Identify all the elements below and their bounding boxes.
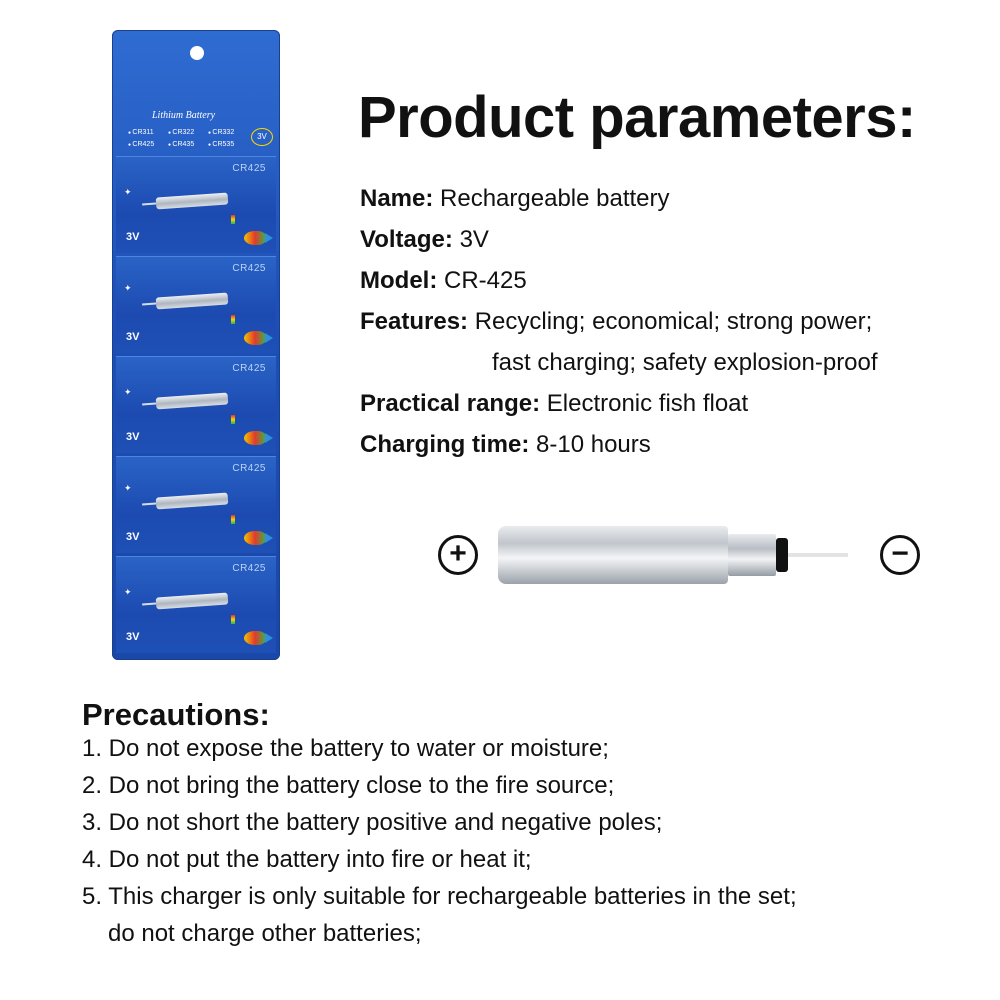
param-label: Features: bbox=[360, 308, 469, 335]
battery-neck bbox=[728, 534, 776, 576]
precaution-item-continuation: do not charge other batteries; bbox=[108, 920, 422, 947]
slot-voltage: 3V bbox=[126, 231, 140, 243]
battery-slot bbox=[116, 556, 276, 653]
float-light-icon bbox=[231, 615, 235, 624]
battery-icon bbox=[156, 393, 229, 410]
param-voltage bbox=[360, 219, 878, 260]
battery-cap bbox=[776, 538, 788, 572]
battery-body bbox=[498, 526, 728, 584]
sparkle-icon: ✦ bbox=[124, 483, 132, 493]
param-charging-time bbox=[360, 424, 878, 465]
slot-model: CR425 bbox=[232, 163, 266, 174]
voltage-badge: 3V bbox=[251, 128, 273, 146]
param-label: Charging time: bbox=[360, 431, 530, 458]
battery-slot bbox=[116, 256, 276, 353]
parameters-list bbox=[360, 178, 878, 465]
card-model: ● CR435 bbox=[168, 139, 208, 151]
fish-icon bbox=[244, 231, 266, 245]
float-light-icon bbox=[231, 415, 235, 424]
battery-pin bbox=[788, 553, 848, 557]
slot-model: CR425 bbox=[232, 563, 266, 574]
precaution-item: 4. Do not put the battery into fire or heat it; bbox=[82, 846, 532, 873]
card-model: ● CR311 bbox=[128, 127, 168, 139]
param-label: Model: bbox=[360, 267, 438, 294]
float-light-icon bbox=[231, 315, 235, 324]
battery-diagram bbox=[436, 520, 936, 592]
page-title: Product parameters: bbox=[358, 85, 916, 150]
param-label: Voltage: bbox=[360, 226, 453, 253]
battery-card-image bbox=[112, 30, 280, 660]
precautions-list bbox=[82, 730, 797, 952]
slot-voltage: 3V bbox=[126, 331, 140, 343]
battery-icon bbox=[156, 293, 229, 310]
param-features-continuation: fast charging; safety explosion-proof bbox=[492, 349, 878, 376]
param-model bbox=[360, 260, 878, 301]
precaution-item: 1. Do not expose the battery to water or moisture; bbox=[82, 735, 609, 762]
slot-voltage: 3V bbox=[126, 631, 140, 643]
slot-voltage: 3V bbox=[126, 531, 140, 543]
sparkle-icon: ✦ bbox=[124, 187, 132, 197]
param-label: Name: bbox=[360, 185, 434, 212]
sparkle-icon: ✦ bbox=[124, 283, 132, 293]
battery-icon bbox=[156, 193, 229, 210]
slot-model: CR425 bbox=[232, 363, 266, 374]
battery-icon bbox=[156, 493, 229, 510]
minus-circle-icon: − bbox=[880, 535, 920, 575]
card-model: ● CR425 bbox=[128, 139, 168, 151]
float-light-icon bbox=[231, 215, 235, 224]
param-value: 8-10 hours bbox=[536, 431, 651, 458]
battery-slot bbox=[116, 156, 276, 253]
fish-icon bbox=[244, 331, 266, 345]
slot-model: CR425 bbox=[232, 463, 266, 474]
card-brand: Lithium Battery bbox=[152, 110, 216, 121]
card-models bbox=[128, 127, 248, 151]
param-name bbox=[360, 178, 878, 219]
fish-icon bbox=[244, 631, 266, 645]
sparkle-icon: ✦ bbox=[124, 587, 132, 597]
fish-icon bbox=[244, 431, 266, 445]
param-value: Electronic fish float bbox=[546, 390, 749, 417]
precaution-item: 2. Do not bring the battery close to the fire source; bbox=[82, 772, 615, 799]
param-features bbox=[360, 301, 878, 342]
battery-slot bbox=[116, 456, 276, 553]
battery-slot bbox=[116, 356, 276, 453]
param-practical-range bbox=[360, 383, 878, 424]
precaution-item: 3. Do not short the battery positive and negative poles; bbox=[82, 809, 663, 836]
param-value: CR-425 bbox=[444, 267, 527, 294]
card-model: ● CR322 bbox=[168, 127, 208, 139]
param-value: Recycling; economical; strong power; bbox=[474, 308, 873, 335]
sparkle-icon: ✦ bbox=[124, 387, 132, 397]
param-value: Rechargeable battery bbox=[440, 185, 670, 212]
precaution-item: 5. This charger is only suitable for rechargeable batteries in the set; bbox=[82, 883, 797, 910]
param-value: 3V bbox=[459, 226, 489, 253]
param-label: Practical range: bbox=[360, 390, 541, 417]
battery-icon bbox=[156, 593, 229, 610]
card-model: ● CR535 bbox=[208, 139, 248, 151]
float-light-icon bbox=[231, 515, 235, 524]
plus-circle-icon: + bbox=[438, 535, 478, 575]
hang-hole bbox=[190, 46, 204, 60]
slot-model: CR425 bbox=[232, 263, 266, 274]
precautions-title: Precautions: bbox=[82, 697, 270, 732]
slot-voltage: 3V bbox=[126, 431, 140, 443]
card-model: ● CR332 bbox=[208, 127, 248, 139]
fish-icon bbox=[244, 531, 266, 545]
